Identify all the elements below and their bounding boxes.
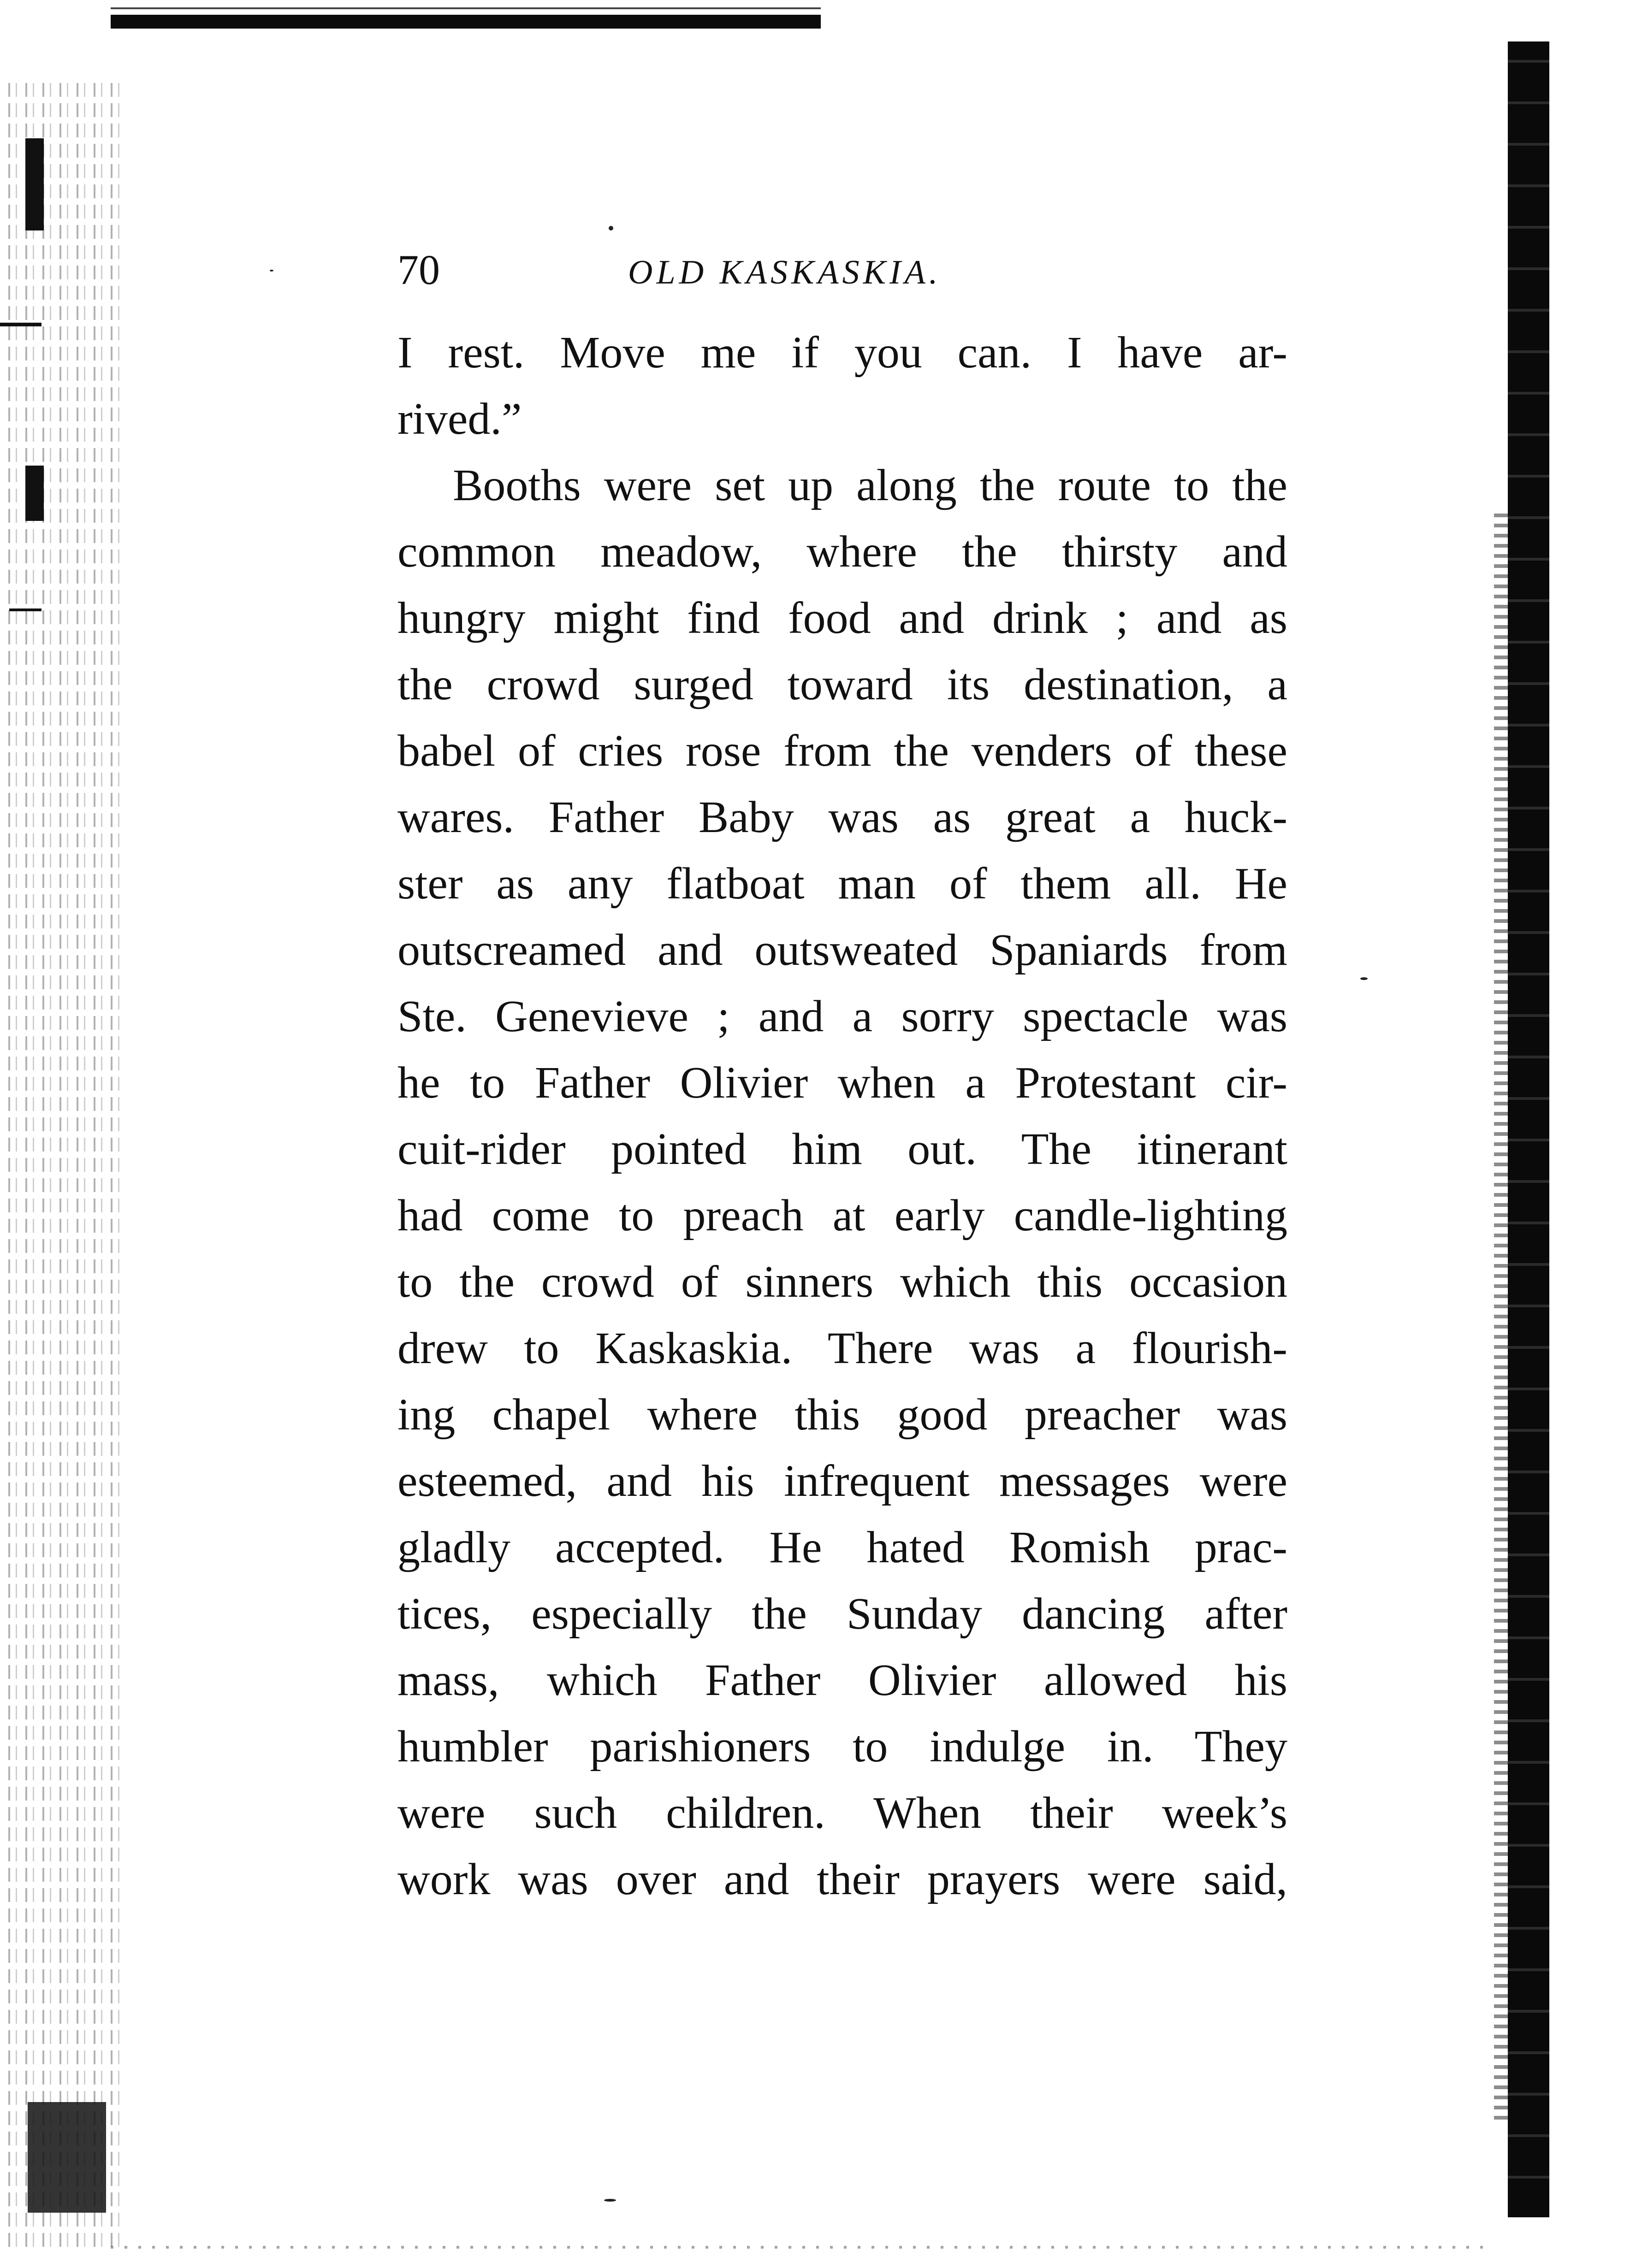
stray-mark	[609, 226, 613, 230]
text-line: he to Father Olivier when a Protestant cir-	[397, 1058, 1287, 1108]
text-line: work was over and their prayers were said,	[397, 1855, 1287, 1904]
text-line: common meadow, where the thirsty and	[397, 527, 1287, 577]
stray-mark	[270, 270, 273, 272]
left-gutter-block	[25, 466, 44, 521]
text-line: outscreamed and outsweated Spaniards from	[397, 925, 1287, 975]
left-gutter-block	[25, 138, 44, 230]
top-rule-thin	[111, 7, 821, 9]
stray-mark	[604, 2199, 616, 2202]
running-title: OLD KASKASKIA.	[628, 254, 942, 291]
page-header	[397, 242, 1287, 297]
page-number: 70	[397, 246, 440, 293]
text-line: mass, which Father Olivier allowed his	[397, 1655, 1287, 1705]
left-gutter-block	[0, 323, 41, 326]
left-gutter-block	[28, 2102, 106, 2213]
text-line: humbler parishioners to indulge in. They	[397, 1722, 1287, 1772]
text-line: Booths were set up along the route to the	[453, 461, 1287, 510]
text-line: had come to preach at early candle-lighting	[397, 1191, 1287, 1240]
text-line: Ste. Genevieve ; and a sorry spectacle was	[397, 992, 1287, 1041]
text-line: were such children. When their week’s	[397, 1788, 1287, 1838]
left-gutter-scan-artifact	[0, 83, 120, 2250]
text-line: esteemed, and his infrequent messages were	[397, 1456, 1287, 1506]
text-line: rived.”	[397, 394, 522, 444]
text-line: cuit-rider pointed him out. The itinerant	[397, 1124, 1287, 1174]
stray-mark	[1360, 977, 1368, 980]
text-line: drew to Kaskaskia. There was a flourish-	[397, 1323, 1287, 1373]
text-line: wares. Father Baby was as great a huck-	[397, 792, 1287, 842]
bottom-scan-dots	[111, 2246, 1494, 2249]
body-text	[397, 319, 1287, 1913]
text-line: babel of cries rose from the venders of these	[397, 726, 1287, 776]
text-line: ing chapel where this good preacher was	[397, 1390, 1287, 1440]
text-line: to the crowd of sinners which this occasion	[397, 1257, 1287, 1307]
text-line: ster as any flatboat man of them all. He	[397, 859, 1287, 909]
text-line: tices, especially the Sunday dancing after	[397, 1589, 1287, 1639]
right-edge-shadow	[1508, 41, 1549, 2217]
text-line: gladly accepted. He hated Romish prac-	[397, 1523, 1287, 1572]
top-rule	[111, 15, 821, 29]
text-line: hungry might find food and drink ; and as	[397, 593, 1287, 643]
text-line: the crowd surged toward its destination, a	[397, 660, 1287, 709]
left-gutter-block	[9, 608, 41, 611]
text-line: I rest. Move me if you can. I have ar-	[397, 328, 1287, 378]
